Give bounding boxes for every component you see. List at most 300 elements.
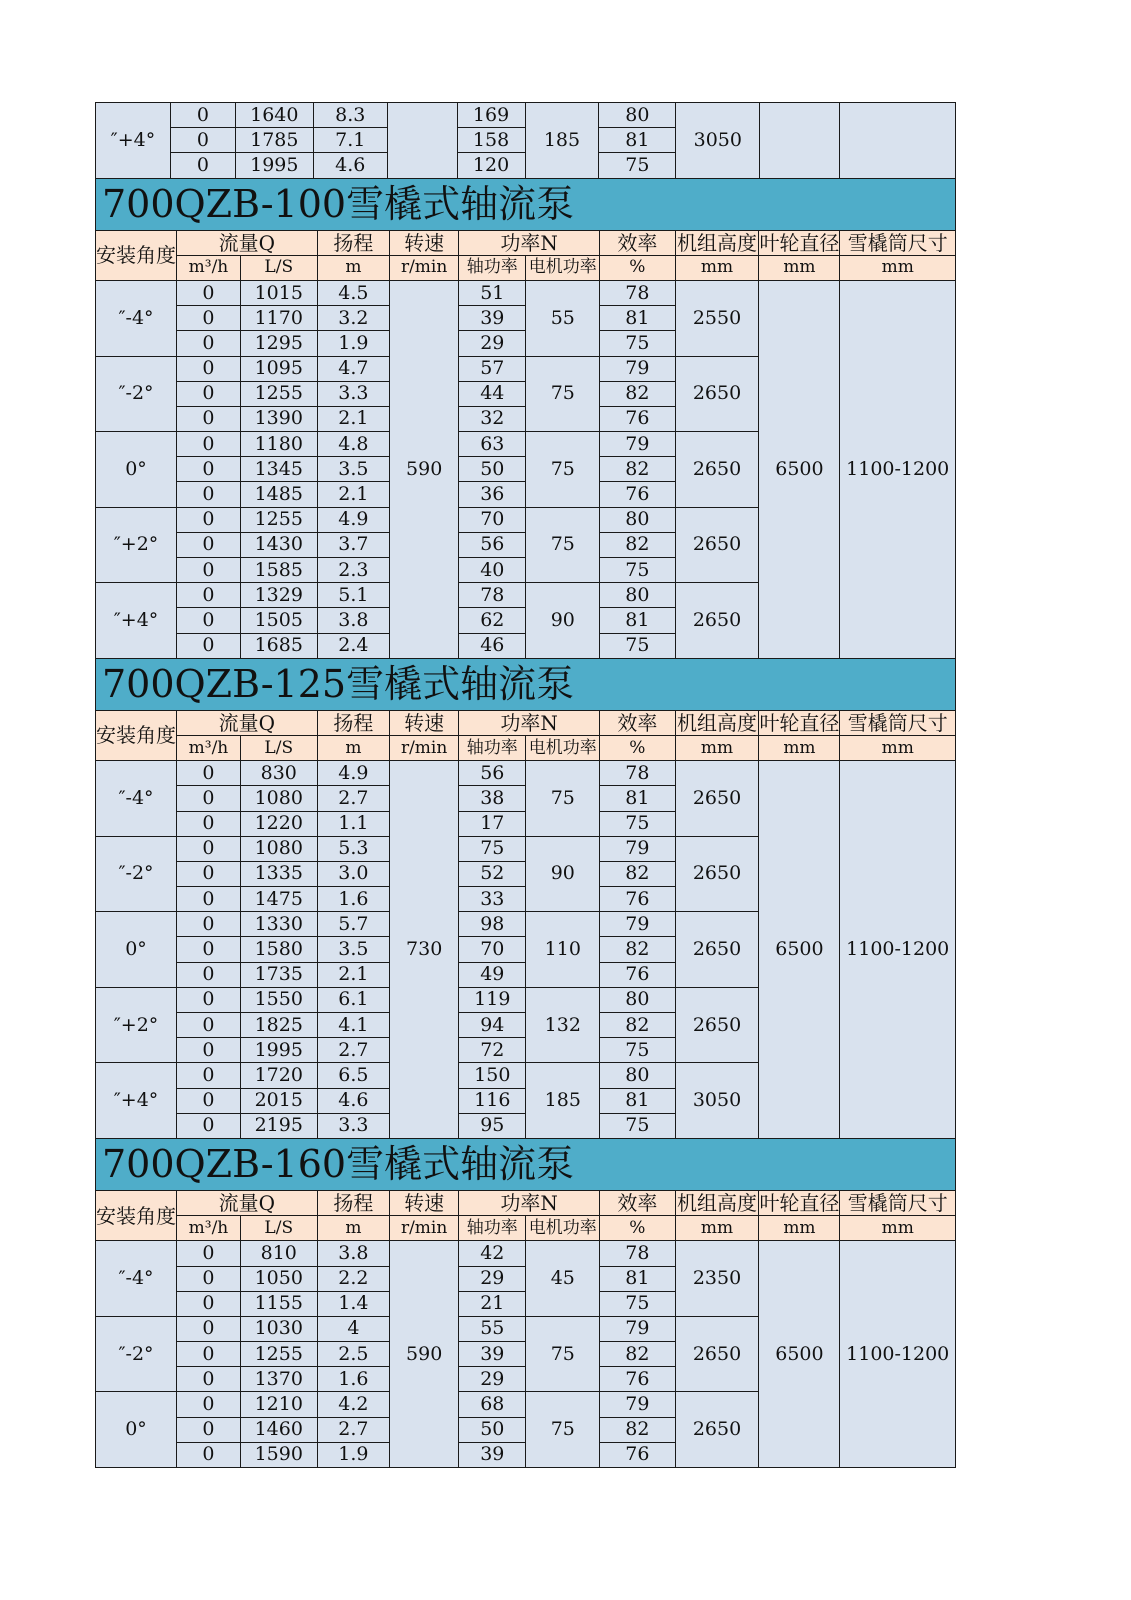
- section-title-row: [96, 178, 956, 230]
- flow-m3h-cell: 0: [177, 331, 241, 356]
- efficiency-cell: 82: [600, 1417, 675, 1442]
- head-cell: 1.6: [317, 1367, 390, 1392]
- shaft-power-cell: 40: [459, 558, 526, 583]
- unit-height-cell: 2650: [675, 1392, 759, 1468]
- speed-cell: 730: [390, 761, 459, 1139]
- unit-diameter-unit: mm: [759, 1216, 840, 1241]
- flow-m3h-cell: 0: [177, 786, 241, 811]
- head-cell: 4.9: [317, 507, 390, 532]
- motor-power-cell: 45: [526, 1241, 600, 1317]
- col-speed: 转速: [390, 1190, 459, 1215]
- efficiency-cell: 81: [600, 608, 675, 633]
- motor-power-cell: 75: [526, 1316, 600, 1392]
- flow-m3h-cell: 0: [177, 432, 241, 457]
- shaft-power-cell: 39: [459, 1442, 526, 1467]
- section-title-row: [96, 1138, 956, 1190]
- head-cell: 3.8: [317, 1241, 390, 1266]
- head-cell: 4.6: [313, 153, 387, 178]
- col-impeller-diameter: 叶轮直径: [759, 230, 840, 255]
- efficiency-cell: 78: [600, 280, 675, 305]
- sled-size-cell: [840, 103, 956, 179]
- section-title: 700QZB-125雪橇式轴流泵: [96, 658, 956, 710]
- flow-m3h-cell: 0: [177, 1113, 241, 1138]
- efficiency-cell: 82: [600, 457, 675, 482]
- head-cell: 3.5: [317, 457, 390, 482]
- head-cell: 2.5: [317, 1342, 390, 1367]
- efficiency-cell: 80: [599, 103, 676, 128]
- unit-height-cell: 2650: [675, 356, 759, 432]
- flow-m3h-cell: 0: [177, 356, 241, 381]
- unit-eff-unit: %: [600, 735, 675, 760]
- head-cell: 4.9: [317, 761, 390, 786]
- efficiency-cell: 78: [600, 1241, 675, 1266]
- unit-eff-unit: %: [600, 1216, 675, 1241]
- shaft-power-cell: 150: [459, 1063, 526, 1088]
- efficiency-cell: 75: [599, 153, 676, 178]
- col-impeller-diameter: 叶轮直径: [759, 710, 840, 735]
- unit-height-cell: 2650: [675, 912, 759, 988]
- head-cell: 2.1: [317, 406, 390, 431]
- shaft-power-cell: 50: [459, 457, 526, 482]
- head-cell: 1.9: [317, 331, 390, 356]
- flow-m3h-cell: 0: [177, 1291, 241, 1316]
- head-cell: 4.1: [317, 1013, 390, 1038]
- flow-m3h-cell: 0: [177, 280, 241, 305]
- head-cell: 2.7: [317, 786, 390, 811]
- head-cell: 3.5: [317, 937, 390, 962]
- head-cell: 2.4: [317, 633, 390, 658]
- head-cell: 4.5: [317, 280, 390, 305]
- flow-ls-cell: 1295: [240, 331, 317, 356]
- flow-ls-cell: 1505: [240, 608, 317, 633]
- efficiency-cell: 75: [600, 1291, 675, 1316]
- shaft-power-cell: 44: [459, 381, 526, 406]
- angle-cell: ″+4°: [96, 103, 171, 179]
- head-cell: 3.7: [317, 532, 390, 557]
- motor-power-cell: 185: [525, 103, 599, 179]
- section-table: [95, 658, 956, 1139]
- unit-height-unit: mm: [675, 735, 759, 760]
- angle-cell: ″+2°: [96, 987, 177, 1063]
- head-cell: 2.7: [317, 1038, 390, 1063]
- efficiency-cell: 79: [600, 912, 675, 937]
- section-table: [95, 178, 956, 659]
- shaft-power-cell: 57: [459, 356, 526, 381]
- unit-height-cell: 2650: [675, 987, 759, 1063]
- col-efficiency: 效率: [600, 230, 675, 255]
- sled-size-cell: 1100-1200: [840, 1241, 956, 1468]
- angle-cell: ″+4°: [96, 1063, 177, 1139]
- head-cell: 3.0: [317, 861, 390, 886]
- efficiency-cell: 79: [600, 1316, 675, 1341]
- unit-eff-unit: %: [600, 255, 675, 280]
- shaft-power-cell: 52: [459, 861, 526, 886]
- shaft-power-cell: 39: [459, 1342, 526, 1367]
- head-cell: 2.3: [317, 558, 390, 583]
- unit-row: [96, 255, 956, 280]
- col-head: 扬程: [317, 710, 390, 735]
- flow-ls-cell: 1255: [240, 507, 317, 532]
- angle-cell: 0°: [96, 1392, 177, 1468]
- section-title: 700QZB-100雪橇式轴流泵: [96, 178, 956, 230]
- unit-shaft-power: 轴功率: [459, 255, 526, 280]
- flow-m3h-cell: 0: [177, 633, 241, 658]
- shaft-power-cell: 169: [457, 103, 525, 128]
- angle-cell: ″-2°: [96, 1316, 177, 1392]
- efficiency-cell: 76: [600, 1367, 675, 1392]
- flow-ls-cell: 1255: [240, 1342, 317, 1367]
- flow-ls-cell: 1390: [240, 406, 317, 431]
- unit-speed-unit: r/min: [390, 735, 459, 760]
- flow-ls-cell: 1030: [240, 1316, 317, 1341]
- flow-m3h-cell: 0: [177, 558, 241, 583]
- angle-cell: ″-4°: [96, 761, 177, 837]
- header-row: [96, 1190, 956, 1215]
- motor-power-cell: 75: [526, 507, 600, 583]
- flow-m3h-cell: 0: [177, 457, 241, 482]
- flow-m3h-cell: 0: [177, 381, 241, 406]
- shaft-power-cell: 29: [459, 331, 526, 356]
- efficiency-cell: 75: [600, 1113, 675, 1138]
- head-cell: 4.6: [317, 1088, 390, 1113]
- flow-ls-cell: 1475: [240, 887, 317, 912]
- flow-ls-cell: 1015: [240, 280, 317, 305]
- flow-ls-cell: 1995: [235, 153, 313, 178]
- unit-flow-m3h: m³/h: [177, 735, 241, 760]
- col-power: 功率N: [459, 230, 600, 255]
- motor-power-cell: 90: [526, 836, 600, 912]
- efficiency-cell: 79: [600, 432, 675, 457]
- table-row: [96, 1241, 956, 1266]
- flow-ls-cell: 1430: [240, 532, 317, 557]
- head-cell: 3.3: [317, 381, 390, 406]
- flow-ls-cell: 1155: [240, 1291, 317, 1316]
- unit-flow-ls: L/S: [240, 735, 317, 760]
- unit-sled-unit: mm: [840, 735, 956, 760]
- unit-height-unit: mm: [675, 255, 759, 280]
- head-cell: 4.2: [317, 1392, 390, 1417]
- shaft-power-cell: 32: [459, 406, 526, 431]
- unit-speed-unit: r/min: [390, 1216, 459, 1241]
- flow-m3h-cell: 0: [177, 608, 241, 633]
- flow-m3h-cell: 0: [177, 811, 241, 836]
- motor-power-cell: 75: [526, 356, 600, 432]
- unit-motor-power: 电机功率: [526, 1216, 600, 1241]
- flow-m3h-cell: 0: [177, 532, 241, 557]
- efficiency-cell: 75: [600, 558, 675, 583]
- head-cell: 2.7: [317, 1417, 390, 1442]
- efficiency-cell: 78: [600, 761, 675, 786]
- head-cell: 1.4: [317, 1291, 390, 1316]
- col-unit-height: 机组高度: [677, 1191, 757, 1216]
- flow-m3h-cell: 0: [177, 583, 241, 608]
- unit-sled-unit: mm: [840, 1216, 956, 1241]
- angle-cell: ″-2°: [96, 356, 177, 432]
- table-row: [96, 103, 956, 128]
- flow-m3h-cell: 0: [177, 1367, 241, 1392]
- head-cell: 2.1: [317, 962, 390, 987]
- flow-ls-cell: 1785: [235, 128, 313, 153]
- efficiency-cell: 81: [600, 786, 675, 811]
- col-power: 功率N: [459, 710, 600, 735]
- table-row: [96, 280, 956, 305]
- head-cell: 3.8: [317, 608, 390, 633]
- efficiency-cell: 82: [600, 861, 675, 886]
- flow-ls-cell: 1485: [240, 482, 317, 507]
- col-speed: 转速: [390, 710, 459, 735]
- flow-ls-cell: 1080: [240, 836, 317, 861]
- motor-power-cell: 132: [526, 987, 600, 1063]
- pump-spec-sheet: [95, 102, 956, 1468]
- header-row: [96, 710, 956, 735]
- flow-ls-cell: 1370: [240, 1367, 317, 1392]
- efficiency-cell: 82: [600, 381, 675, 406]
- flow-m3h-cell: 0: [177, 761, 241, 786]
- flow-ls-cell: 1590: [240, 1442, 317, 1467]
- unit-diameter-unit: mm: [759, 255, 840, 280]
- section-title-row: [96, 658, 956, 710]
- section-title: 700QZB-160雪橇式轴流泵: [96, 1138, 956, 1190]
- col-head: 扬程: [317, 230, 390, 255]
- shaft-power-cell: 95: [459, 1113, 526, 1138]
- efficiency-cell: 76: [600, 482, 675, 507]
- flow-ls-cell: 1995: [240, 1038, 317, 1063]
- flow-ls-cell: 1585: [240, 558, 317, 583]
- flow-m3h-cell: 0: [170, 153, 235, 178]
- flow-m3h-cell: 0: [177, 1392, 241, 1417]
- angle-cell: ″-4°: [96, 1241, 177, 1317]
- efficiency-cell: 80: [600, 1063, 675, 1088]
- shaft-power-cell: 21: [459, 1291, 526, 1316]
- col-speed: 转速: [390, 230, 459, 255]
- motor-power-cell: 185: [526, 1063, 600, 1139]
- head-cell: 3.3: [317, 1113, 390, 1138]
- motor-power-cell: 110: [526, 912, 600, 988]
- flow-ls-cell: 830: [240, 761, 317, 786]
- flow-ls-cell: 1329: [240, 583, 317, 608]
- sled-size-cell: 1100-1200: [840, 761, 956, 1139]
- efficiency-cell: 75: [600, 811, 675, 836]
- flow-ls-cell: 1685: [240, 633, 317, 658]
- shaft-power-cell: 56: [459, 761, 526, 786]
- flow-ls-cell: 1580: [240, 937, 317, 962]
- efficiency-cell: 75: [600, 1038, 675, 1063]
- efficiency-cell: 80: [600, 583, 675, 608]
- flow-m3h-cell: 0: [177, 861, 241, 886]
- shaft-power-cell: 158: [457, 128, 525, 153]
- flow-ls-cell: 1220: [240, 811, 317, 836]
- head-cell: 4.8: [317, 432, 390, 457]
- angle-cell: ″-2°: [96, 836, 177, 912]
- unit-head-unit: m: [317, 1216, 390, 1241]
- efficiency-cell: 76: [600, 962, 675, 987]
- shaft-power-cell: 78: [459, 583, 526, 608]
- flow-ls-cell: 1050: [240, 1266, 317, 1291]
- sled-size-cell: 1100-1200: [840, 280, 956, 658]
- angle-cell: ″-4°: [96, 280, 177, 356]
- unit-height-cell: 2550: [675, 280, 759, 356]
- unit-speed-unit: r/min: [390, 255, 459, 280]
- impeller-diameter-cell: 6500: [759, 280, 840, 658]
- flow-m3h-cell: 0: [177, 836, 241, 861]
- shaft-power-cell: 119: [459, 987, 526, 1012]
- shaft-power-cell: 49: [459, 962, 526, 987]
- shaft-power-cell: 94: [459, 1013, 526, 1038]
- flow-m3h-cell: 0: [177, 937, 241, 962]
- flow-ls-cell: 2195: [240, 1113, 317, 1138]
- head-cell: 7.1: [313, 128, 387, 153]
- shaft-power-cell: 55: [459, 1316, 526, 1341]
- flow-ls-cell: 2015: [240, 1088, 317, 1113]
- efficiency-cell: 75: [600, 633, 675, 658]
- motor-power-cell: 55: [526, 280, 600, 356]
- shaft-power-cell: 38: [459, 786, 526, 811]
- unit-flow-m3h: m³/h: [177, 255, 241, 280]
- unit-height-cell: 2650: [675, 507, 759, 583]
- col-flow: 流量Q: [177, 1190, 318, 1215]
- flow-m3h-cell: 0: [177, 987, 241, 1012]
- unit-shaft-power: 轴功率: [459, 735, 526, 760]
- unit-height-cell: 2650: [675, 1316, 759, 1392]
- head-cell: 1.1: [317, 811, 390, 836]
- shaft-power-cell: 116: [459, 1088, 526, 1113]
- unit-motor-power: 电机功率: [526, 735, 600, 760]
- unit-flow-m3h: m³/h: [177, 1216, 241, 1241]
- efficiency-cell: 82: [600, 1013, 675, 1038]
- section-table: [95, 102, 956, 179]
- unit-height-cell: 2650: [675, 836, 759, 912]
- flow-m3h-cell: 0: [177, 507, 241, 532]
- efficiency-cell: 81: [599, 128, 676, 153]
- col-head: 扬程: [317, 1190, 390, 1215]
- unit-diameter-unit: mm: [759, 735, 840, 760]
- shaft-power-cell: 56: [459, 532, 526, 557]
- flow-m3h-cell: 0: [177, 1088, 241, 1113]
- motor-power-cell: 90: [526, 583, 600, 659]
- flow-ls-cell: 810: [240, 1241, 317, 1266]
- head-cell: 5.3: [317, 836, 390, 861]
- speed-cell: [387, 103, 457, 179]
- flow-ls-cell: 1335: [240, 861, 317, 886]
- angle-cell: ″+2°: [96, 507, 177, 583]
- flow-ls-cell: 1735: [240, 962, 317, 987]
- efficiency-cell: 75: [600, 331, 675, 356]
- unit-shaft-power: 轴功率: [459, 1216, 526, 1241]
- unit-sled-unit: mm: [840, 255, 956, 280]
- flow-m3h-cell: 0: [177, 1266, 241, 1291]
- shaft-power-cell: 36: [459, 482, 526, 507]
- shaft-power-cell: 46: [459, 633, 526, 658]
- col-sled-size: 雪橇筒尺寸: [840, 1190, 956, 1215]
- flow-ls-cell: 1330: [240, 912, 317, 937]
- efficiency-cell: 79: [600, 1392, 675, 1417]
- unit-height-unit: mm: [675, 1216, 759, 1241]
- shaft-power-cell: 70: [459, 507, 526, 532]
- flow-m3h-cell: 0: [177, 912, 241, 937]
- head-cell: 4.7: [317, 356, 390, 381]
- header-row: [96, 230, 956, 255]
- flow-m3h-cell: 0: [177, 406, 241, 431]
- flow-m3h-cell: 0: [177, 887, 241, 912]
- table-row: [96, 761, 956, 786]
- unit-height-cell: 2350: [675, 1241, 759, 1317]
- head-cell: 1.6: [317, 887, 390, 912]
- shaft-power-cell: 17: [459, 811, 526, 836]
- shaft-power-cell: 120: [457, 153, 525, 178]
- shaft-power-cell: 39: [459, 306, 526, 331]
- flow-ls-cell: 1255: [240, 381, 317, 406]
- head-cell: 5.7: [317, 912, 390, 937]
- efficiency-cell: 79: [600, 836, 675, 861]
- unit-row: [96, 735, 956, 760]
- unit-height-cell: 2650: [675, 761, 759, 837]
- flow-m3h-cell: 0: [177, 1038, 241, 1063]
- motor-power-cell: 75: [526, 761, 600, 837]
- impeller-diameter-cell: 6500: [759, 761, 840, 1139]
- efficiency-cell: 81: [600, 306, 675, 331]
- unit-row: [96, 1216, 956, 1241]
- flow-ls-cell: 1345: [240, 457, 317, 482]
- unit-height-cell: 2650: [675, 432, 759, 508]
- flow-m3h-cell: 0: [177, 482, 241, 507]
- flow-ls-cell: 1180: [240, 432, 317, 457]
- efficiency-cell: 79: [600, 356, 675, 381]
- head-cell: 2.1: [317, 482, 390, 507]
- unit-height-cell: 2650: [675, 583, 759, 659]
- efficiency-cell: 80: [600, 507, 675, 532]
- unit-motor-power: 电机功率: [526, 255, 600, 280]
- angle-cell: ″+4°: [96, 583, 177, 659]
- flow-m3h-cell: 0: [177, 1342, 241, 1367]
- head-cell: 6.5: [317, 1063, 390, 1088]
- flow-m3h-cell: 0: [177, 1013, 241, 1038]
- col-efficiency: 效率: [600, 1190, 675, 1215]
- unit-height-cell: 3050: [675, 1063, 759, 1139]
- shaft-power-cell: 68: [459, 1392, 526, 1417]
- flow-m3h-cell: 0: [177, 962, 241, 987]
- efficiency-cell: 80: [600, 987, 675, 1012]
- head-cell: 5.1: [317, 583, 390, 608]
- shaft-power-cell: 75: [459, 836, 526, 861]
- unit-head-unit: m: [317, 735, 390, 760]
- efficiency-cell: 82: [600, 1342, 675, 1367]
- flow-ls-cell: 1640: [235, 103, 313, 128]
- col-sled-size: 雪橇筒尺寸: [840, 230, 956, 255]
- angle-cell: 0°: [96, 912, 177, 988]
- efficiency-cell: 82: [600, 532, 675, 557]
- shaft-power-cell: 72: [459, 1038, 526, 1063]
- flow-ls-cell: 1080: [240, 786, 317, 811]
- speed-cell: 590: [390, 1241, 459, 1468]
- col-unit-height: 机组高度: [677, 710, 757, 735]
- unit-height-cell: 3050: [676, 103, 760, 179]
- efficiency-cell: 81: [600, 1266, 675, 1291]
- col-impeller-diameter: 叶轮直径: [759, 1191, 840, 1216]
- impeller-diameter-cell: 6500: [759, 1241, 840, 1468]
- section-table: [95, 1138, 956, 1468]
- flow-m3h-cell: 0: [170, 103, 235, 128]
- flow-ls-cell: 1210: [240, 1392, 317, 1417]
- speed-cell: 590: [390, 280, 459, 658]
- motor-power-cell: 75: [526, 432, 600, 508]
- flow-m3h-cell: 0: [177, 1417, 241, 1442]
- efficiency-cell: 82: [600, 937, 675, 962]
- col-angle: 安装角度: [96, 230, 177, 280]
- head-cell: 2.2: [317, 1266, 390, 1291]
- head-cell: 1.9: [317, 1442, 390, 1467]
- col-sled-size: 雪橇筒尺寸: [840, 710, 956, 735]
- col-power: 功率N: [459, 1190, 600, 1215]
